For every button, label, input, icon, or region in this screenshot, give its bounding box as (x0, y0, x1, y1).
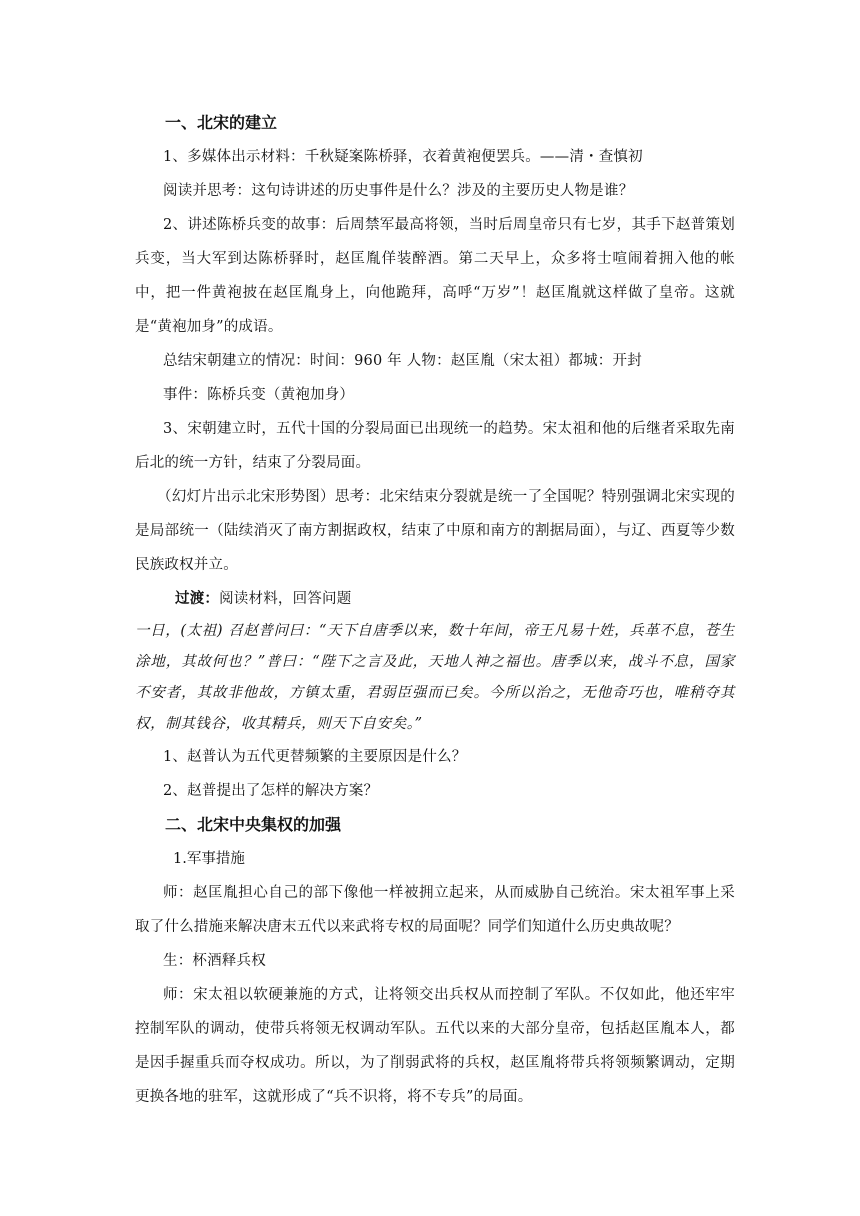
paragraph-reading-question: 阅读并思考：这句诗讲述的历史事件是什么？涉及的主要历史人物是谁？ (163, 183, 634, 199)
section-heading-founding: 一、北宋的建立 (165, 113, 278, 132)
paragraph-summary: 总结宋朝建立的情况：时间：960 年 人物：赵匡胤（宋太祖）都城：开封 (163, 353, 642, 369)
document-body (135, 106, 735, 1114)
paragraph-slide-thinking: （幻灯片出示北宋形势图）思考：北宋结束分裂就是统一了全国呢？特别强调北宋实现的是局部统一（陆续消灭了南方割据政权，结束了中原和南方的割据局面），与辽、西夏等少数民族政权并立。 (135, 489, 735, 573)
transition-label: 过渡： (175, 591, 220, 607)
paragraph-material: 1、多媒体出示材料：千秋疑案陈桥驿，衣着黄袍便罢兵。——清・查慎初 (163, 149, 643, 165)
question-2: 2、赵普提出了怎样的解决方案？ (163, 783, 379, 799)
paragraph-student-answer: 生：杯酒释兵权 (163, 953, 266, 969)
transition-text: 阅读材料，回答问题 (219, 591, 352, 607)
paragraph-chenqiao-story: 2、讲述陈桥兵变的故事：后周禁军最高将领，当时后周皇帝只有七岁，其手下赵普策划兵变，当大军到达陈桥驿时，赵匡胤佯装醉酒。第二天早上，众多将士喧闹着拥入他的帐中，把一件黄袍披在赵匡胤身上，向他跪拜，高呼“万岁”！赵匡胤就这样做了皇帝。这就是“黄袍加身”的成语。 (135, 217, 735, 335)
question-1: 1、赵普认为五代更替频繁的主要原因是什么？ (163, 749, 467, 765)
historical-quote: 一日，(太祖) 召赵普问曰：“天下自唐季以来，数十年间，帝王凡易十姓，兵革不息，苍生涂地，其故何也？”普曰：“陛下之言及此，天地人神之福也。唐季以来，战斗不息，国家不安者，其故非他故，方镇太重，君弱臣强而已矣。今所以治之，无他奇巧也，唯稍夺其权，制其钱谷，收其精兵，则天下自安矣。” (135, 623, 735, 732)
section-heading-centralization: 二、北宋中央集权的加强 (165, 815, 342, 834)
paragraph-transition (135, 582, 735, 616)
paragraph-event: 事件：陈桥兵变（黄袍加身） (163, 387, 355, 403)
paragraph-unification: 3、宋朝建立时，五代十国的分裂局面已出现统一的趋势。宋太祖和他的后继者采取先南后北的统一方针，结束了分裂局面。 (135, 421, 735, 471)
paragraph-teacher-question: 师：赵匡胤担心自己的部下像他一样被拥立起来，从而威胁自己统治。宋太祖军事上采取了什么措施来解决唐末五代以来武将专权的局面呢？同学们知道什么历史典故呢？ (135, 885, 735, 935)
subheading-military: 1.军事措施 (173, 851, 245, 867)
paragraph-teacher-explanation: 师：宋太祖以软硬兼施的方式，让将领交出兵权从而控制了军队。不仅如此，他还牢牢控制军队的调动，使带兵将领无权调动军队。五代以来的大部分皇帝，包括赵匡胤本人，都是因手握重兵而夺权成功。所以，为了削弱武将的兵权，赵匡胤将带兵将领频繁调动，定期更换各地的驻军，这就形成了“兵不识将，将不专兵”的局面。 (135, 987, 735, 1105)
